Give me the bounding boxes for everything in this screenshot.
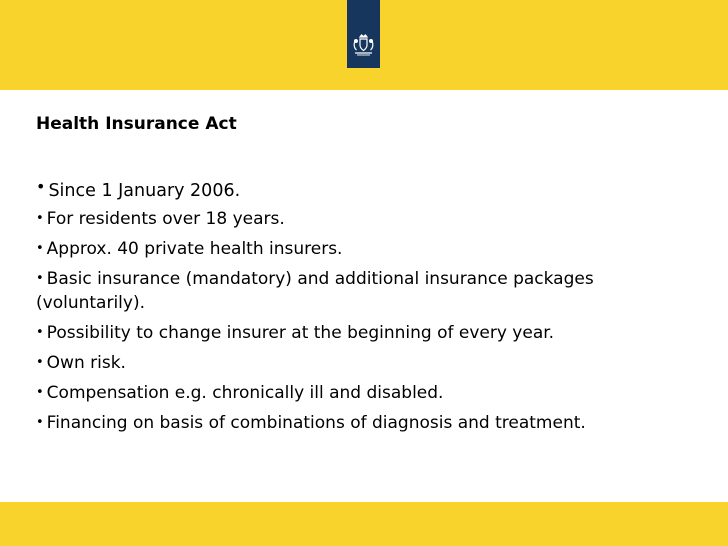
bullet-item	[36, 321, 696, 345]
footer-band	[0, 502, 728, 546]
bullet-icon: •	[36, 271, 44, 286]
bullet-icon: •	[36, 355, 44, 370]
bullet-list	[36, 175, 696, 441]
government-logo	[347, 0, 380, 68]
bullet-item	[36, 207, 696, 231]
bullet-text: Basic insurance (mandatory) and additional insurance packages (voluntarily).	[36, 269, 594, 313]
bullet-item	[36, 381, 696, 405]
slide-title: Health Insurance Act	[36, 114, 237, 134]
bullet-item	[36, 411, 696, 435]
bullet-icon: •	[36, 177, 46, 196]
bullet-icon: •	[36, 241, 44, 256]
bullet-text: Possibility to change insurer at the beginning of every year.	[46, 323, 555, 343]
bullet-text: Since 1 January 2006.	[48, 181, 241, 201]
bullet-item	[36, 237, 696, 261]
bullet-text: For residents over 18 years.	[46, 209, 285, 229]
bullet-icon: •	[36, 415, 44, 430]
bullet-item	[36, 351, 696, 375]
bullet-icon: •	[36, 211, 44, 226]
bullet-text: Approx. 40 private health insurers.	[46, 239, 343, 259]
bullet-text: Financing on basis of combinations of diagnosis and treatment.	[46, 413, 586, 433]
coat-of-arms-icon	[351, 33, 376, 58]
bullet-text: Own risk.	[46, 353, 126, 373]
bullet-text: Compensation e.g. chronically ill and disabled.	[46, 383, 444, 403]
bullet-icon: •	[36, 385, 44, 400]
bullet-item	[36, 267, 696, 315]
bullet-item	[36, 175, 696, 203]
bullet-icon: •	[36, 325, 44, 340]
